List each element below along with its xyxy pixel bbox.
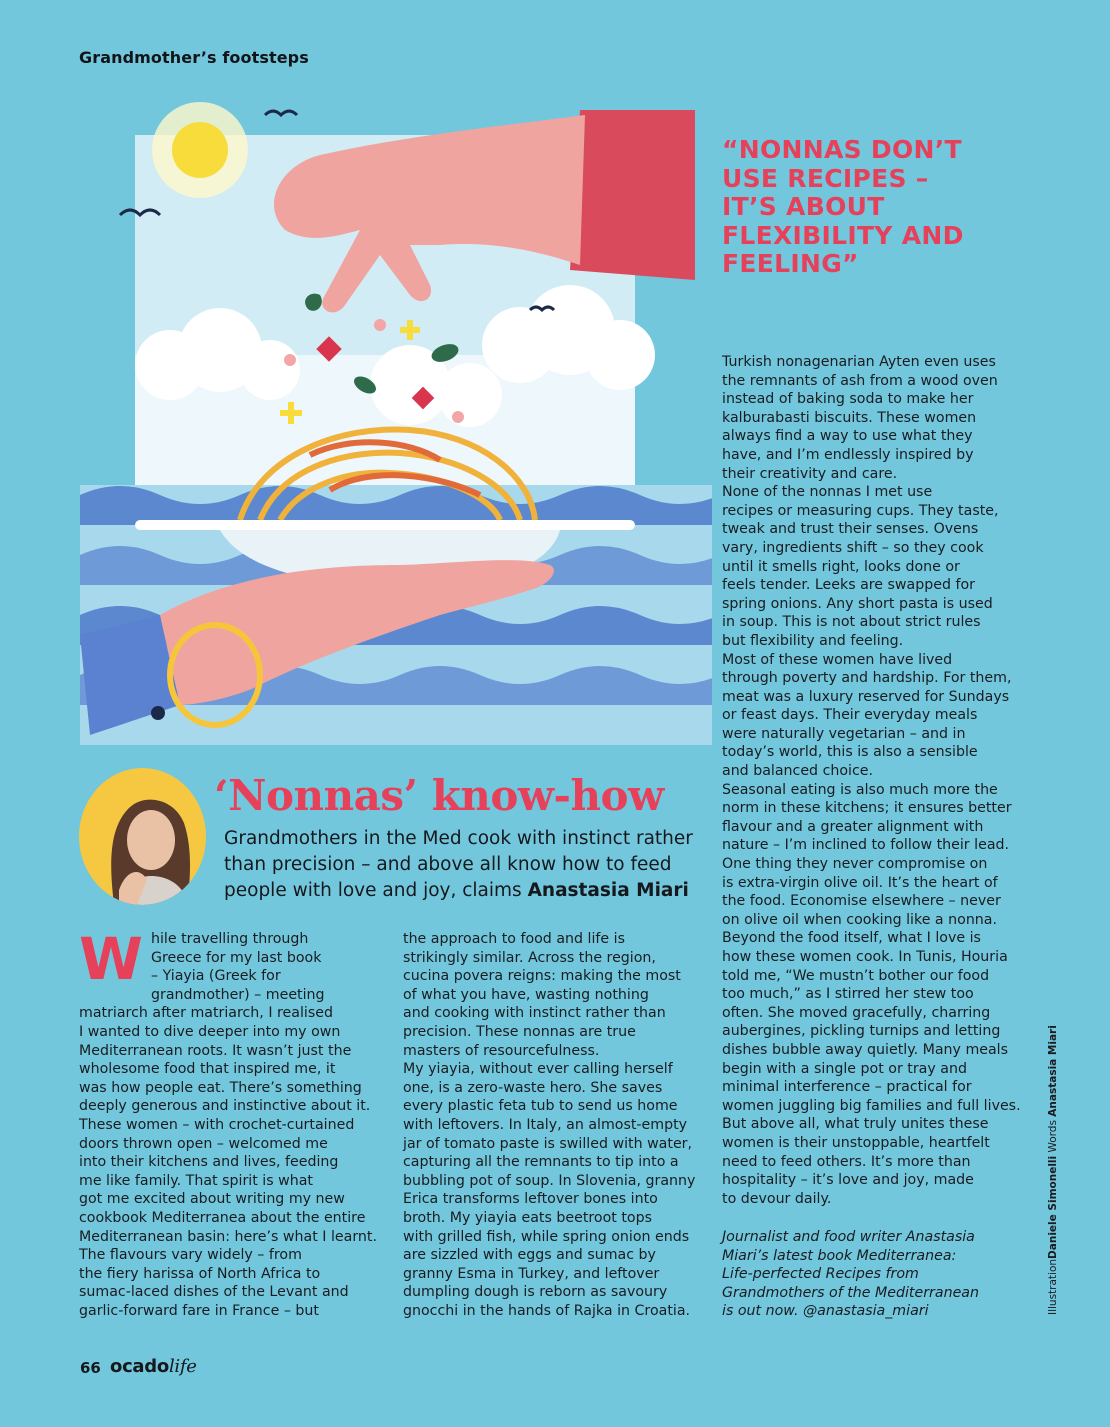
writer-name: Anastasia Miari	[1047, 1025, 1059, 1117]
pasta-hands-illustration	[80, 95, 712, 745]
illustration-label: Illustration	[1047, 1258, 1059, 1315]
body-column-1-text: hile travelling through Greece for my last book – Yiayia (Greek for grandmother) – meeting matriarch after matriarch, I realised I wanted to dive deeper into my own Mediterranean roots. It wasn’t just the wholesome food that inspired me, it was how people eat. There’s something deeply generous and instinctive about it. These women – with crochet-curtained doors thrown open – welcomed me into their kitchens and lives, feeding me like family. That spirit is what got me excited about writing my new cookbook Mediterranea about the entire Mediterranean basin: here’s what I learnt. The flavours vary widely – from the fiery harissa of North Africa to sumac-laced dishes of the Levant and garlic-forward fare in France – but	[79, 931, 377, 1319]
body-column-2: the approach to food and life is strikingly similar. Across the region, cucina povera reigns: making the most of what you have, wasting nothing and cooking with instinct rather than precision. These nonnas are true masters of resourcefulness. My yiayia, without ever calling herself one, is a zero-waste hero. She saves every plastic feta tub to send us home with leftovers. In Italy, an almost-empty jar of tomato paste is swilled with water, capturing all the remnants to tip into a bubbling pot of soup. In Slovenia, granny Erica transforms leftover bones into broth. My yiayia eats beetroot tops with grilled fish, while spring onion ends are sizzled with eggs and sumac by granny Esma in Turkey, and leftover dumpling dough is reborn as savoury gnocchi in the hands of Rajka in Croatia.	[403, 931, 696, 1319]
section-label: Grandmother’s footsteps	[79, 48, 309, 67]
brand-script: life	[168, 1356, 197, 1377]
words-label: Words	[1047, 1116, 1059, 1156]
page-number: 66	[80, 1359, 101, 1377]
body-column-1	[79, 925, 379, 1320]
drop-cap: W	[79, 925, 143, 993]
body-column-3: Turkish nonagenarian Ayten even uses the remnants of ash from a wood oven instead of baking soda to make her kalburabasti biscuits. These women always find a way to use what they have, and I’m endlessly inspired by their creativity and care. None of the nonnas I met use recipes or measuring cups. They taste, tweak and trust their senses. Ovens vary, ingredients shift – so they cook until it smells right, looks done or feels tender. Leeks are swapped for spring onions. Any short pasta is used in soup. This is not about strict rules but flexibility and feeling. Most of these women have lived through poverty and hardship. For them, meat was a luxury reserved for Sundays or feast days. Their everyday meals were naturally vegetarian – and in today’s world, this is also a sensible and balanced choice. Seasonal eating is also much more the norm in these kitchens; it ensures better flavour and a greater alignment with nature – I’m inclined to follow their lead. One thing they never compromise on is extra-virgin olive oil. It’s the heart of the food. Economise elsewhere – never on olive oil when cooking like a nonna. Beyond the food itself, what I love is how these women cook. In Tunis, Houria told me, “We mustn’t bother our food too much,” as I stirred her stew too often. She moved gracefully, charring aubergines, pickling turnips and letting dishes bubble away quietly. Many meals begin with a single pot or tray and minimal interference – practical for women juggling big families and full lives. But above all, what truly unites these women is their unstoppable, heartfelt need to feed others. It’s more than hospitality – it’s love and joy, made to devour daily.	[722, 354, 1021, 1207]
standfirst-author: Anastasia Miari	[527, 880, 689, 901]
standfirst	[224, 826, 714, 904]
pull-quote: “NONNAS DON’T USE RECIPES – IT’S ABOUT FLEXIBILITY AND FEELING”	[722, 135, 964, 278]
headline: ‘Nonnas’ know-how	[214, 771, 664, 820]
magazine-logo	[110, 1356, 197, 1377]
sun-icon	[152, 102, 248, 198]
author-byline: Journalist and food writer Anastasia Miari’s latest book Mediterranea: Life-perfected Recipes from Grandmothers of the Mediterranean is out now. @anastasia_miari	[722, 1229, 979, 1320]
plate-rim	[135, 520, 635, 530]
brand-main: ocado	[110, 1356, 169, 1377]
standfirst-text: Grandmothers in the Med cook with instinct rather than precision – and above all know how to feed people with love and joy, claims	[224, 828, 693, 901]
illustrator-name: Daniele Simonelli	[1047, 1155, 1059, 1259]
photo-credits	[1047, 1025, 1059, 1315]
author-avatar	[79, 768, 206, 905]
